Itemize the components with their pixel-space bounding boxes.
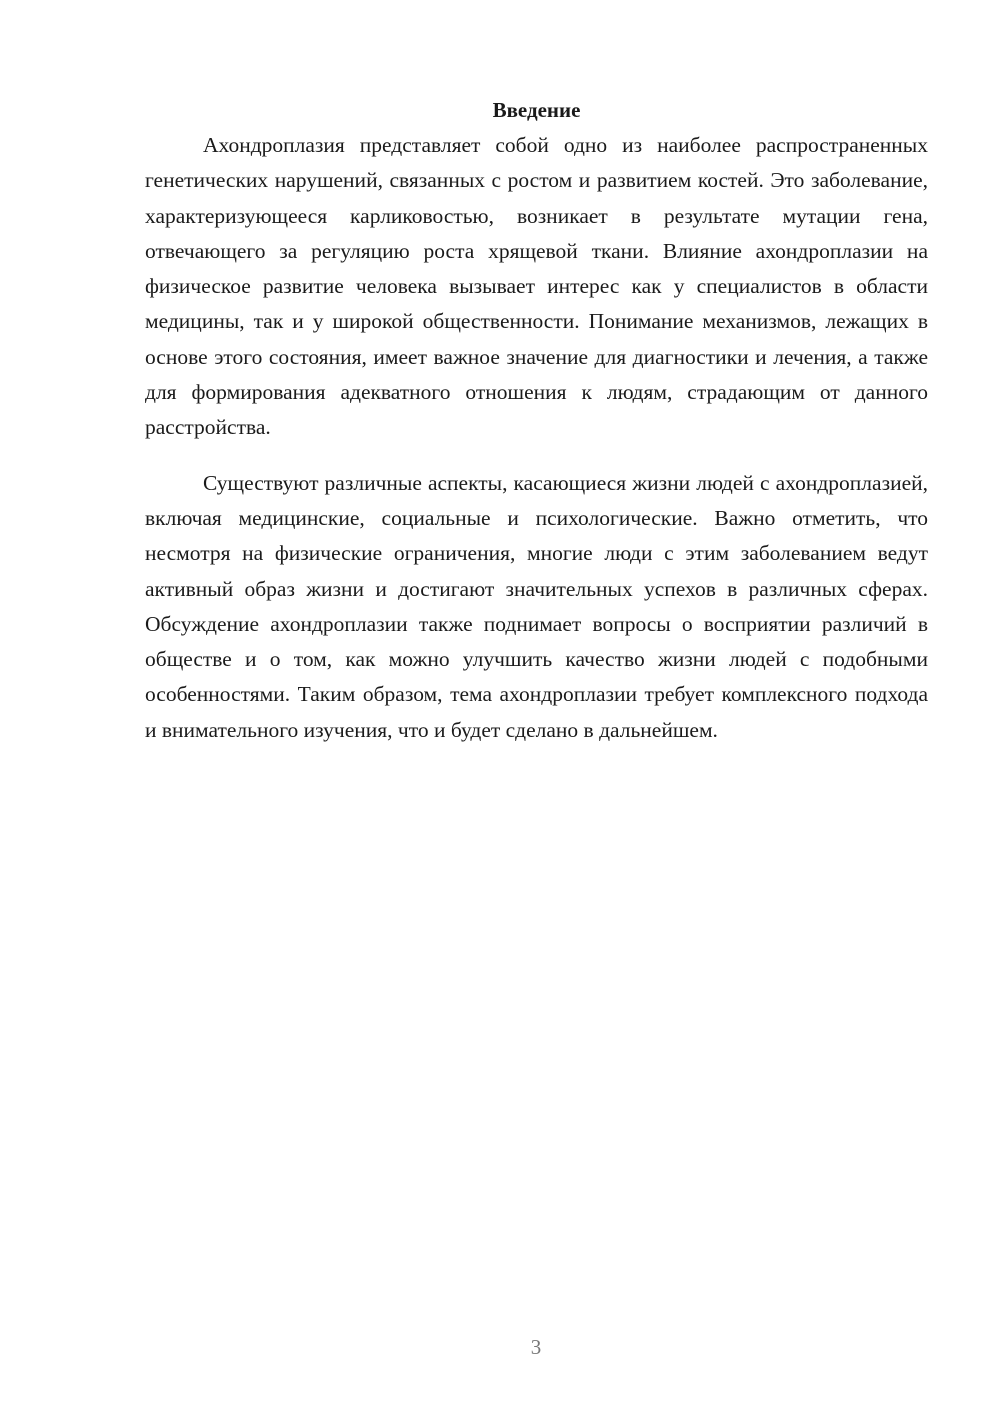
paragraph-aspects: Существуют различные аспекты, касающиеся жизни людей с ахондроплазией, включая медицинские, социальные и психологические. Важно отметить, что несмотря на физические ограничения, многие люди с этим заболеванием ведут активный образ жизни и достигают значительных успехов в различных сферах. Обсуждение ахондроплазии также поднимает вопросы о восприятии различий в обществе и о том, как можно улучшить качество жизни людей с подобными особенностями. Таким образом, тема ахондроплазии требует комплексного подхода и внимательного изучения, что и будет сделано в дальнейшем. bbox=[145, 470, 928, 742]
section-title: Введение bbox=[492, 98, 581, 122]
page-number: 3 bbox=[530, 1335, 542, 1359]
page-content bbox=[145, 93, 928, 748]
paragraph-intro: Ахондроплазия представляет собой одно из наиболее распространенных генетических нарушений, связанных с ростом и развитием костей. Это заболевание, характеризующееся карликовостью, возникает в результате мутации гена, отвечающего за регуляцию роста хрящевой ткани. Влияние ахондроплазии на физическое развитие человека вызывает интерес как у специалистов в области медицины, так и у широкой общественности. Понимание механизмов, лежащих в основе этого состояния, имеет важное значение для диагностики и лечения, а также для формирования адекватного отношения к людям, страдающим от данного расстройства. bbox=[145, 133, 928, 440]
